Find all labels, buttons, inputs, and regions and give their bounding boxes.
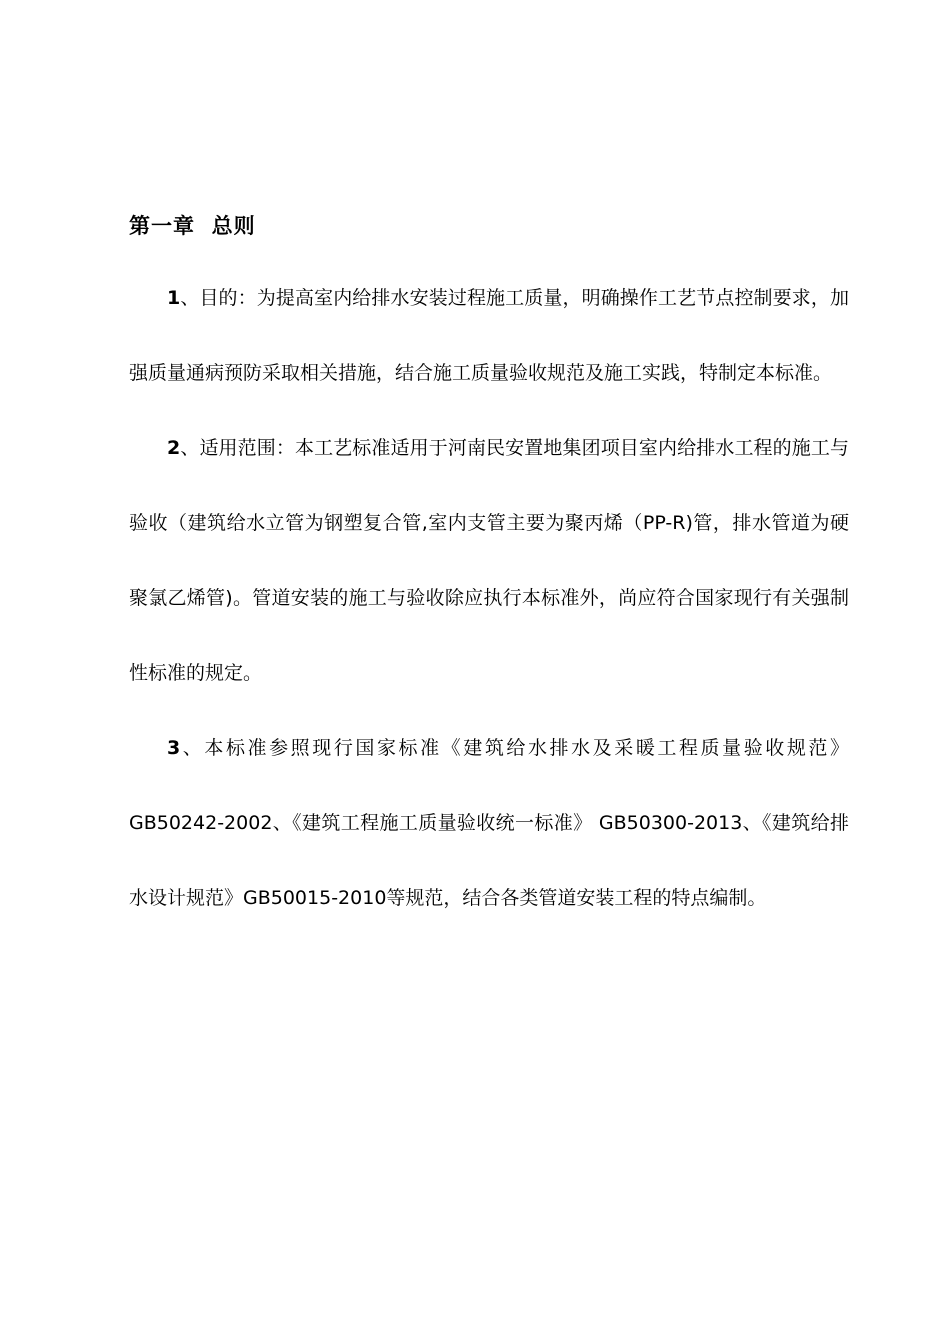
chapter-title: 第一章 总则 (129, 214, 256, 238)
paragraph-references (129, 711, 849, 936)
paragraph-text: 、适用范围：本工艺标准适用于河南民安置地集团项目室内给排水工程的施工与验收（建筑给水立管为钢塑复合管,室内支管主要为聚丙烯（PP-R)管，排水管道为硬聚氯乙烯管)。管道安装的施工与验收除应执行本标准外，尚应符合国家现行有关强制性标准的规定。 (129, 437, 849, 684)
paragraph-scope (129, 411, 849, 711)
paragraph-number: 1 (167, 287, 181, 309)
paragraph-purpose (129, 261, 849, 411)
paragraph-number: 2 (167, 437, 181, 459)
paragraph-number: 3 (167, 737, 181, 759)
document-body (129, 206, 849, 936)
paragraph-text: 、本标准参照现行国家标准《建筑给水排水及采暖工程质量验收规范》GB50242-2002、《建筑工程施工质量验收统一标准》 GB50300-2013、《建筑给排水设计规范》GB50015-2010等规范，结合各类管道安装工程的特点编制。 (129, 737, 849, 909)
paragraph-text: 、目的：为提高室内给排水安装过程施工质量，明确操作工艺节点控制要求，加强质量通病预防采取相关措施，结合施工质量验收规范及施工实践，特制定本标准。 (129, 287, 849, 384)
